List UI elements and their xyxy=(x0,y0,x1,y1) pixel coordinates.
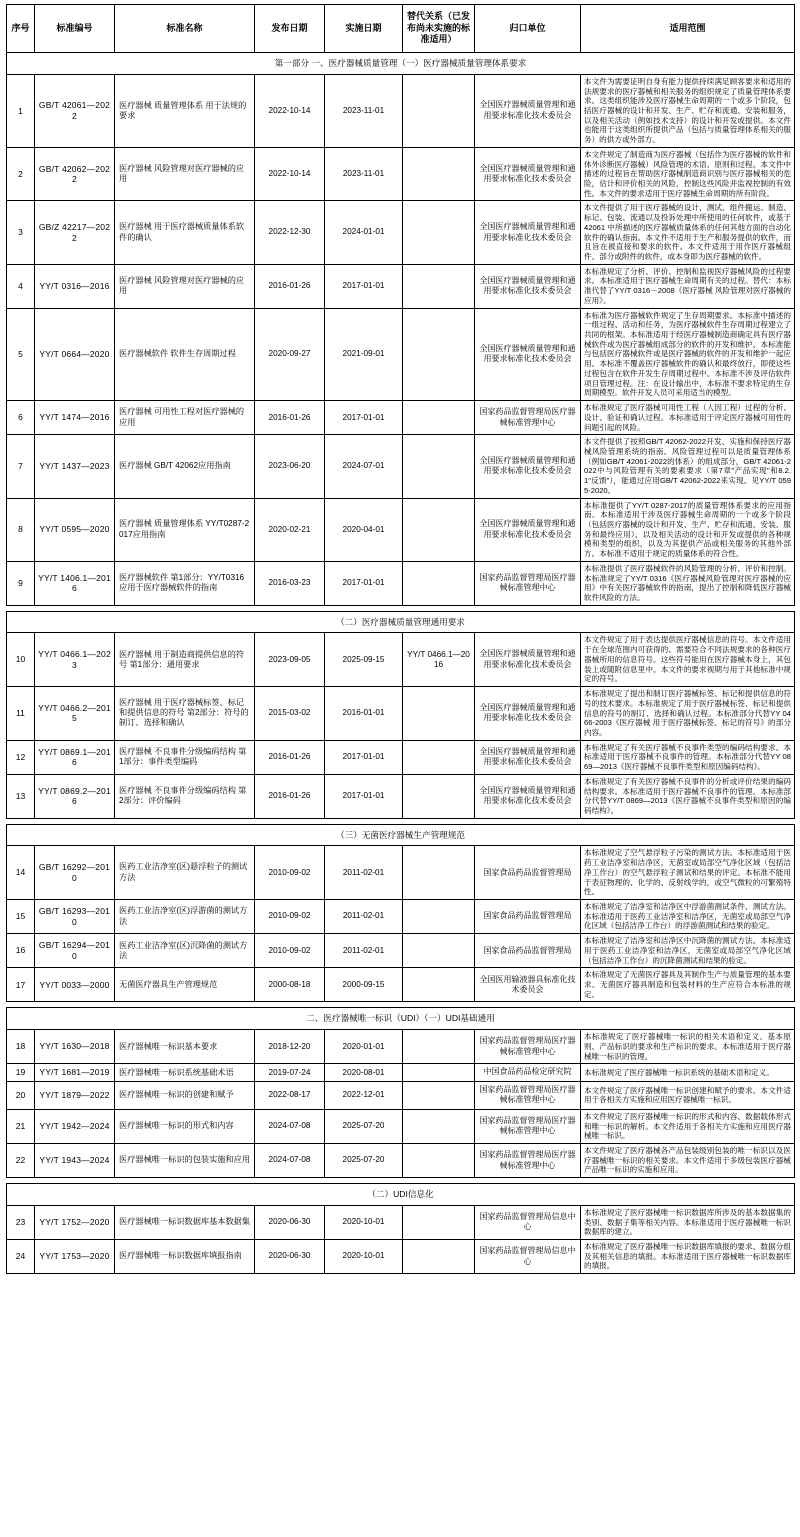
cell-implement-date: 2017-01-01 xyxy=(325,264,403,308)
table-row xyxy=(7,740,795,774)
cell-implement-date: 2024-01-01 xyxy=(325,201,403,264)
table-row xyxy=(7,846,795,900)
cell-standard-code: YY/T 1474—2016 xyxy=(35,401,115,435)
section-title: （三）无菌医疗器械生产管理规范 xyxy=(7,824,795,846)
cell-implement-date: 2016-01-01 xyxy=(325,687,403,741)
cell-scope: 本文件规定了医疗器械各产品包装级别包装的唯一标识以及医疗器械唯一标识的相关要求。本文件适用于多级包装医疗器械产品唯一标识的实施和应用。 xyxy=(581,1143,795,1177)
cell-seq: 15 xyxy=(7,900,35,934)
cell-organization: 全国医疗器械质量管理和通用要求标准化技术委员会 xyxy=(475,774,581,818)
cell-implement-date: 2011-02-01 xyxy=(325,934,403,968)
cell-scope: 本标准规定了空气悬浮粒子污染的测试方法。本标准适用于医药工业洁净室和洁净区，无菌室或局部空气净化区域（包括洁净工作台）的空气悬浮粒子测试和结果的评定。本标准不能用于表征物理的、化学的、反射线学的，或空气微粒的可繁殖特性。 xyxy=(581,846,795,900)
cell-publish-date: 2010-09-02 xyxy=(255,934,325,968)
cell-implement-date: 2020-04-01 xyxy=(325,498,403,561)
column-header-seq: 序号 xyxy=(7,5,35,53)
cell-seq: 13 xyxy=(7,774,35,818)
cell-publish-date: 2018-12-20 xyxy=(255,1030,325,1064)
cell-replacement xyxy=(403,1143,475,1177)
cell-replacement xyxy=(403,1205,475,1239)
cell-standard-name: 医疗器械 不良事件分级编码结构 第2部分：评价编码 xyxy=(115,774,255,818)
table-header xyxy=(7,5,795,53)
cell-replacement xyxy=(403,846,475,900)
cell-implement-date: 2017-01-01 xyxy=(325,740,403,774)
column-header-organization: 归口单位 xyxy=(475,5,581,53)
cell-standard-name: 医药工业洁净室(区)悬浮粒子的测试方法 xyxy=(115,846,255,900)
cell-standard-code: YY/T 1942—2024 xyxy=(35,1109,115,1143)
cell-organization: 全国医疗器械质量管理和通用要求标准化技术委员会 xyxy=(475,201,581,264)
cell-implement-date: 2025-07-20 xyxy=(325,1143,403,1177)
cell-standard-name: 医疗器械 用于医疗器械标签、标记和提供信息的符号 第2部分：符号的制订、选择和确认 xyxy=(115,687,255,741)
cell-scope: 本标准规定了医疗器械可用性工程（人因工程）过程的分析、设计、验证和确认过程。本标准适用于评定医疗器械可用性的问题引起的风险。 xyxy=(581,401,795,435)
cell-organization: 国家药品监督管理局医疗器械标准管理中心 xyxy=(475,1030,581,1064)
cell-scope: 本标准规定了洁净室和洁净区中浮游菌测试条件、测试方法。本标准适用于医药工业洁净室和洁净区，无菌室或局部空气净化区域（包括洁净工作台）的浮游菌测试和结果的验定。 xyxy=(581,900,795,934)
table-body xyxy=(7,53,795,1274)
cell-standard-name: 医疗器械唯一标识的形式和内容 xyxy=(115,1109,255,1143)
cell-replacement xyxy=(403,498,475,561)
table-row xyxy=(7,1030,795,1064)
cell-standard-code: YY/T 0466.1—2023 xyxy=(35,633,115,687)
cell-scope: 本文件规定了用于表达提供医疗器械信息的符号。本文件适用于在全球范围内可获得的、需要符合不同法规要求的各种医疗器械所用的信息符号。这些符号能用在医疗器械本身上，其包装上或随附信息里中。本文件的要求视期与用于其他标准中规定的符号。 xyxy=(581,633,795,687)
cell-standard-code: YY/T 1406.1—2016 xyxy=(35,561,115,605)
table-row xyxy=(7,74,795,147)
cell-replacement xyxy=(403,435,475,498)
cell-organization: 全国医疗器械质量管理和通用要求标准化技术委员会 xyxy=(475,740,581,774)
cell-replacement xyxy=(403,1064,475,1082)
cell-organization: 全国医疗器械质量管理和通用要求标准化技术委员会 xyxy=(475,633,581,687)
column-header-replacement: 替代关系（已发布尚未实施的标准适用） xyxy=(403,5,475,53)
cell-publish-date: 2022-10-14 xyxy=(255,74,325,147)
cell-standard-code: YY/T 0869.2—2016 xyxy=(35,774,115,818)
cell-standard-code: YY/T 1879—2022 xyxy=(35,1082,115,1110)
column-header-implement-date: 实施日期 xyxy=(325,5,403,53)
cell-organization: 全国医疗器械质量管理和通用要求标准化技术委员会 xyxy=(475,264,581,308)
cell-standard-code: YY/T 0466.2—2015 xyxy=(35,687,115,741)
cell-replacement xyxy=(403,308,475,400)
table-row xyxy=(7,1064,795,1082)
cell-publish-date: 2022-10-14 xyxy=(255,147,325,201)
section-header-row xyxy=(7,1008,795,1030)
section-title: 第一部分 一、医疗器械质量管理（一）医疗器械质量管理体系要求 xyxy=(7,53,795,75)
cell-standard-code: YY/T 0664—2020 xyxy=(35,308,115,400)
table-row xyxy=(7,147,795,201)
cell-replacement xyxy=(403,1109,475,1143)
cell-standard-code: GB/Z 42217—2022 xyxy=(35,201,115,264)
cell-seq: 14 xyxy=(7,846,35,900)
table-row xyxy=(7,774,795,818)
cell-organization: 国家药品监督管理局医疗器械标准管理中心 xyxy=(475,561,581,605)
cell-standard-name: 医疗器械唯一标识的创建和赋予 xyxy=(115,1082,255,1110)
cell-replacement xyxy=(403,401,475,435)
cell-seq: 23 xyxy=(7,1205,35,1239)
cell-publish-date: 2024-07-08 xyxy=(255,1143,325,1177)
cell-standard-code: GB/T 16293—2010 xyxy=(35,900,115,934)
cell-standard-name: 医疗器械 不良事件分级编码结构 第1部分：事件类型编码 xyxy=(115,740,255,774)
table-row xyxy=(7,498,795,561)
cell-standard-name: 医药工业洁净室(区)沉降菌的测试方法 xyxy=(115,934,255,968)
cell-publish-date: 2023-09-05 xyxy=(255,633,325,687)
cell-implement-date: 2017-01-01 xyxy=(325,401,403,435)
cell-replacement xyxy=(403,147,475,201)
cell-seq: 3 xyxy=(7,201,35,264)
cell-organization: 全国医疗器械质量管理和通用要求标准化技术委员会 xyxy=(475,147,581,201)
cell-publish-date: 2016-01-26 xyxy=(255,264,325,308)
section-header-row xyxy=(7,824,795,846)
cell-standard-code: YY/T 1752—2020 xyxy=(35,1205,115,1239)
cell-replacement xyxy=(403,900,475,934)
cell-standard-name: 医疗器械 风险管理对医疗器械的应用 xyxy=(115,264,255,308)
cell-replacement xyxy=(403,687,475,741)
cell-implement-date: 2020-08-01 xyxy=(325,1064,403,1082)
table-row xyxy=(7,900,795,934)
cell-implement-date: 2020-10-01 xyxy=(325,1205,403,1239)
section-title: （二）医疗器械质量管理通用要求 xyxy=(7,611,795,633)
cell-scope: 本文件提供了按照GB/T 42062-2022开发、实施和保持医疗器械风险管理系统的指南。风险管理过程可以是质量管理体系（例如GB/T 42061-2022的体系）的组成部分，GB/T 42061-2022中与风险管理有关的要素要求（第7章"产品实现"和8.2.1"反馈"），能通过应用GB/T 42062-2022来实现。见YY/T 0595-2020。 xyxy=(581,435,795,498)
cell-seq: 1 xyxy=(7,74,35,147)
cell-standard-name: 医疗器械 质量管理体系 用于法规的要求 xyxy=(115,74,255,147)
table-row xyxy=(7,201,795,264)
cell-standard-name: 医药工业洁净室(区)浮游菌的测试方法 xyxy=(115,900,255,934)
cell-organization: 国家食品药品监督管理局 xyxy=(475,934,581,968)
table-row xyxy=(7,1082,795,1110)
cell-implement-date: 2024-07-01 xyxy=(325,435,403,498)
table-row xyxy=(7,264,795,308)
cell-standard-code: YY/T 0869.1—2016 xyxy=(35,740,115,774)
cell-standard-code: YY/T 1437—2023 xyxy=(35,435,115,498)
cell-seq: 19 xyxy=(7,1064,35,1082)
section-title: （二）UDI信息化 xyxy=(7,1184,795,1206)
cell-standard-code: YY/T 1681—2019 xyxy=(35,1064,115,1082)
cell-standard-name: 无菌医疗器具生产管理规范 xyxy=(115,968,255,1002)
cell-publish-date: 2015-03-02 xyxy=(255,687,325,741)
cell-scope: 本文件规定了制造商为医疗器械（包括作为医疗器械的软件和体外诊断医疗器械）风险管理的术语、原则和过程。本文件中描述的过程旨在帮助医疗器械制造商识别与医疗器械相关的危险，估计和评价相关的风险，控制这些风险并监视控制的有效性。本文件的要求适用于医疗器械生命周期的所有阶段。 xyxy=(581,147,795,201)
cell-seq: 12 xyxy=(7,740,35,774)
cell-seq: 9 xyxy=(7,561,35,605)
cell-seq: 20 xyxy=(7,1082,35,1110)
cell-publish-date: 2020-06-30 xyxy=(255,1205,325,1239)
cell-implement-date: 2021-09-01 xyxy=(325,308,403,400)
cell-organization: 国家药品监督管理局医疗器械标准管理中心 xyxy=(475,1143,581,1177)
column-header-standard-code: 标准编号 xyxy=(35,5,115,53)
cell-scope: 本标准规定了分析、评价、控制和监视医疗器械风险的过程要求。本标准适用于医疗器械生命周期有关的过程。替代：本标准代替了YY/T 0316－2008《医疗器械 风险管理对医疗器械的应用》。 xyxy=(581,264,795,308)
cell-organization: 国家药品监督管理局信息中心 xyxy=(475,1205,581,1239)
cell-standard-name: 医疗器械 质量管理体系 YY/T0287-2017应用指南 xyxy=(115,498,255,561)
cell-publish-date: 2024-07-08 xyxy=(255,1109,325,1143)
cell-seq: 11 xyxy=(7,687,35,741)
table-row xyxy=(7,308,795,400)
table-row xyxy=(7,435,795,498)
standards-table xyxy=(6,4,795,1274)
section-header-row xyxy=(7,53,795,75)
cell-seq: 24 xyxy=(7,1239,35,1273)
cell-standard-name: 医疗器械 GB/T 42062应用指南 xyxy=(115,435,255,498)
cell-organization: 国家药品监督管理局医疗器械标准管理中心 xyxy=(475,1082,581,1110)
cell-organization: 国家食品药品监督管理局 xyxy=(475,846,581,900)
cell-standard-name: 医疗器械软件 软件生存周期过程 xyxy=(115,308,255,400)
cell-implement-date: 2017-01-01 xyxy=(325,561,403,605)
table-header-row xyxy=(7,5,795,53)
table-row xyxy=(7,633,795,687)
cell-scope: 本标准规定了有关医疗器械不良事件类型的编码结构要求。本标准适用于医疗器械不良事件的管理。本标准部分代替YY 0869—2013《医疗器械不良事件类型和原因编码结构》。 xyxy=(581,740,795,774)
cell-seq: 4 xyxy=(7,264,35,308)
cell-replacement xyxy=(403,1082,475,1110)
cell-organization: 全国医用输液器具标准化技术委员会 xyxy=(475,968,581,1002)
cell-replacement xyxy=(403,1239,475,1273)
cell-replacement xyxy=(403,774,475,818)
cell-standard-name: 医疗器械软件 第1部分：YY/T0316应用于医疗器械软件的指南 xyxy=(115,561,255,605)
cell-seq: 8 xyxy=(7,498,35,561)
column-header-publish-date: 发布日期 xyxy=(255,5,325,53)
cell-standard-code: GB/T 42061—2022 xyxy=(35,74,115,147)
cell-organization: 国家药品监督管理局医疗器械标准管理中心 xyxy=(475,401,581,435)
cell-publish-date: 2020-09-27 xyxy=(255,308,325,400)
cell-standard-name: 医疗器械唯一标识基本要求 xyxy=(115,1030,255,1064)
cell-scope: 本文件规定了医疗器械唯一标识的形式和内容、数据载体形式和唯一标识的解析。本文件适用于各相关方实施和应用医疗器械唯一标识。 xyxy=(581,1109,795,1143)
cell-implement-date: 2000-09-15 xyxy=(325,968,403,1002)
table-row xyxy=(7,968,795,1002)
table-row xyxy=(7,1239,795,1273)
cell-replacement xyxy=(403,740,475,774)
cell-seq: 6 xyxy=(7,401,35,435)
cell-standard-code: YY/T 1943—2024 xyxy=(35,1143,115,1177)
cell-scope: 本标准为医疗器械软件规定了生存周期要求。本标准中描述的一组过程、活动和任务，为医疗器械软件生存周期过程建立了共同的框架。本标准适用于经医疗器械制造商确定具有医疗器械软件或为医疗器械组成部分的软件的开发和维护。本标准能与包括医疗器械软件或是医疗器械的软件的开发和维护一起应用。本标准不覆盖医疗器械软件的确认和最终放行，即使这些过程包含在软件开发生存周期过程中。本标准不涉及评估软件项目管理过程。注：在设计输出中，本标准不要求特定的生存周期模型。软件开发人员可采用适当的模型。 xyxy=(581,308,795,400)
cell-seq: 10 xyxy=(7,633,35,687)
cell-standard-name: 医疗器械唯一标识系统基础术语 xyxy=(115,1064,255,1082)
cell-replacement xyxy=(403,74,475,147)
cell-publish-date: 2023-06-20 xyxy=(255,435,325,498)
cell-organization: 全国医疗器械质量管理和通用要求标准化技术委员会 xyxy=(475,308,581,400)
table-row xyxy=(7,934,795,968)
cell-publish-date: 2016-03-23 xyxy=(255,561,325,605)
cell-implement-date: 2020-10-01 xyxy=(325,1239,403,1273)
cell-replacement xyxy=(403,561,475,605)
cell-organization: 国家药品监督管理局信息中心 xyxy=(475,1239,581,1273)
cell-publish-date: 2016-01-26 xyxy=(255,401,325,435)
cell-organization: 中国食品药品检定研究院 xyxy=(475,1064,581,1082)
cell-publish-date: 2016-01-26 xyxy=(255,740,325,774)
table-row xyxy=(7,687,795,741)
section-header-row xyxy=(7,611,795,633)
cell-publish-date: 2010-09-02 xyxy=(255,846,325,900)
cell-standard-code: GB/T 16292—2010 xyxy=(35,846,115,900)
cell-scope: 本标准规定了医疗器械唯一标识系统的基础术语和定义。 xyxy=(581,1064,795,1082)
cell-implement-date: 2011-02-01 xyxy=(325,900,403,934)
cell-implement-date: 2020-01-01 xyxy=(325,1030,403,1064)
cell-replacement xyxy=(403,1030,475,1064)
cell-scope: 本文件规定了医疗器械唯一标识创建和赋予的要求。本文件适用于各相关方实施和应用医疗器械唯一标识。 xyxy=(581,1082,795,1110)
cell-scope: 本文件提供了用于医疗器械的设计、测试、组件搬运、制造、标记、包装、流通以及投诉处理中所使用的任何软件，或基于 42061 中所描述的医疗器械质量体系的任何其他方面的自动化软件的确认指南。本文件不适用于生产和服务提供的软件，而且旨在被直接和要求的软件。本文件适用于用作医疗器械组件、部分或附件的软件，或本身即为医疗器械的软件。 xyxy=(581,201,795,264)
cell-standard-name: 医疗器械 风险管理对医疗器械的应用 xyxy=(115,147,255,201)
cell-scope: 本标准规定了医疗器械唯一标识数据库所涉及的基本数据集的类别、数据子集等相关内容。本标准适用于医疗器械唯一标识数据库的建立。 xyxy=(581,1205,795,1239)
table-row xyxy=(7,1143,795,1177)
cell-replacement xyxy=(403,934,475,968)
cell-scope: 本标准提供了YY/T 0287-2017的质量管理体系要求的应用指南。本标准适用于涉及医疗器械生命周期的一个或多个阶段（包括医疗器械的设计和开发、生产、贮存和流通、安装、服务和最终应用）、以及相关活动的设计和开发或提供的各种规模和类型的组织，以及为其提供产品或相关服务的其他外部方。本标准不适用于规定的质量体系的符合性。 xyxy=(581,498,795,561)
cell-scope: 本标准提供了医疗器械软件的风险管理的分析、评价和控制。本标准规定了YY/T 0316《医疗器械风险管理对医疗器械的应用》中有关医疗器械软件的指南，提出了控制和降低医疗器械软件风险的方法。 xyxy=(581,561,795,605)
cell-scope: 本标准规定了医疗器械唯一标识数据库填报的要求、数据分组及其相关信息的填报。本标准适用于医疗器械唯一标识数据库的填报。 xyxy=(581,1239,795,1273)
cell-seq: 7 xyxy=(7,435,35,498)
cell-standard-name: 医疗器械 用于医疗器械质量体系软件的确认 xyxy=(115,201,255,264)
cell-publish-date: 2020-06-30 xyxy=(255,1239,325,1273)
cell-publish-date: 2019-07-24 xyxy=(255,1064,325,1082)
section-title: 二、医疗器械唯一标识（UDI）（一）UDI基础通用 xyxy=(7,1008,795,1030)
column-header-standard-name: 标准名称 xyxy=(115,5,255,53)
cell-scope: 本标准规定了无菌医疗器具及其制作生产与质量管理的基本要求。无菌医疗器具制造和包装材料的生产应符合本标准的规定。 xyxy=(581,968,795,1002)
cell-organization: 国家食品药品监督管理局 xyxy=(475,900,581,934)
column-header-scope: 适用范围 xyxy=(581,5,795,53)
cell-publish-date: 2022-08-17 xyxy=(255,1082,325,1110)
table-row xyxy=(7,401,795,435)
cell-replacement xyxy=(403,201,475,264)
cell-organization: 全国医疗器械质量管理和通用要求标准化技术委员会 xyxy=(475,687,581,741)
cell-implement-date: 2025-07-20 xyxy=(325,1109,403,1143)
cell-standard-code: YY/T 0595—2020 xyxy=(35,498,115,561)
cell-publish-date: 2010-09-02 xyxy=(255,900,325,934)
cell-publish-date: 2016-01-26 xyxy=(255,774,325,818)
cell-standard-name: 医疗器械唯一标识数据库基本数据集 xyxy=(115,1205,255,1239)
cell-seq: 18 xyxy=(7,1030,35,1064)
cell-implement-date: 2025-09-15 xyxy=(325,633,403,687)
cell-implement-date: 2017-01-01 xyxy=(325,774,403,818)
cell-organization: 全国医疗器械质量管理和通用要求标准化技术委员会 xyxy=(475,435,581,498)
cell-scope: 本标准规定了提出和制订医疗器械标签、标记和提供信息的符号的技术要求。本标准规定了用于医疗器械标签、标记和提供信息的符号的制订、选择和确认过程。本标准部分代替YY 0466-2003《医疗器械 用于医疗器械标签、标记的符号》的部分内容。 xyxy=(581,687,795,741)
cell-organization: 全国医疗器械质量管理和通用要求标准化技术委员会 xyxy=(475,74,581,147)
cell-standard-code: GB/T 42062—2022 xyxy=(35,147,115,201)
cell-standard-name: 医疗器械唯一标识的包装实施和应用 xyxy=(115,1143,255,1177)
cell-seq: 2 xyxy=(7,147,35,201)
cell-publish-date: 2020-02-21 xyxy=(255,498,325,561)
table-row xyxy=(7,561,795,605)
cell-seq: 17 xyxy=(7,968,35,1002)
cell-standard-name: 医疗器械 可用性工程对医疗器械的应用 xyxy=(115,401,255,435)
cell-standard-code: YY/T 1630—2018 xyxy=(35,1030,115,1064)
cell-organization: 全国医疗器械质量管理和通用要求标准化技术委员会 xyxy=(475,498,581,561)
cell-publish-date: 2000-08-18 xyxy=(255,968,325,1002)
cell-seq: 5 xyxy=(7,308,35,400)
cell-scope: 本标准规定了医疗器械唯一标识的相关术语和定义、基本原则、产品标识的要求和生产标识的要求。本标准适用于医疗器械唯一标识的管理。 xyxy=(581,1030,795,1064)
table-row xyxy=(7,1205,795,1239)
cell-seq: 16 xyxy=(7,934,35,968)
cell-replacement: YY/T 0466.1—2016 xyxy=(403,633,475,687)
section-header-row xyxy=(7,1184,795,1206)
cell-replacement xyxy=(403,264,475,308)
table-row xyxy=(7,1109,795,1143)
cell-standard-code: GB/T 16294—2010 xyxy=(35,934,115,968)
cell-scope: 本标准规定了有关医疗器械不良事件的分析或评价结果的编码结构要求。本标准适用于医疗器械不良事件的管理。本标准部分代替YY/T 0869—2013《医疗器械不良事件类型和原因的编码结构》。 xyxy=(581,774,795,818)
cell-standard-code: YY/T 1753—2020 xyxy=(35,1239,115,1273)
cell-publish-date: 2022-12-30 xyxy=(255,201,325,264)
cell-standard-name: 医疗器械唯一标识数据库填报指南 xyxy=(115,1239,255,1273)
cell-implement-date: 2022-12-01 xyxy=(325,1082,403,1110)
cell-seq: 22 xyxy=(7,1143,35,1177)
cell-implement-date: 2023-11-01 xyxy=(325,74,403,147)
cell-standard-name: 医疗器械 用于制造商提供信息的符号 第1部分：通用要求 xyxy=(115,633,255,687)
cell-implement-date: 2023-11-01 xyxy=(325,147,403,201)
cell-organization: 国家药品监督管理局医疗器械标准管理中心 xyxy=(475,1109,581,1143)
cell-scope: 本文件为需要证明自身有能力提供持续满足顾客要求和适用的法规要求的医疗器械和相关服务的组织规定了质量管理体系要求。这类组织能涉及医疗器械生命周期的一个或多个阶段，包括医疗器械的设计和开发、生产、贮存和流通、安装和服务，以及相关活动（例如技术支持）的设计和开发或提供。本文件也能用于这类组织所提供产品（包括与质量管理体系相关的服务）的供方或外部方。 xyxy=(581,74,795,147)
cell-scope: 本标准规定了洁净室和洁净区中沉降菌的测试方法。本标准适用于医药工业洁净室和洁净区，无菌室或局部空气净化区域（包括洁净工作台）的沉降菌测试和结果的验定。 xyxy=(581,934,795,968)
cell-seq: 21 xyxy=(7,1109,35,1143)
cell-replacement xyxy=(403,968,475,1002)
cell-implement-date: 2011-02-01 xyxy=(325,846,403,900)
cell-standard-code: YY/T 0316—2016 xyxy=(35,264,115,308)
cell-standard-code: YY/T 0033—2000 xyxy=(35,968,115,1002)
